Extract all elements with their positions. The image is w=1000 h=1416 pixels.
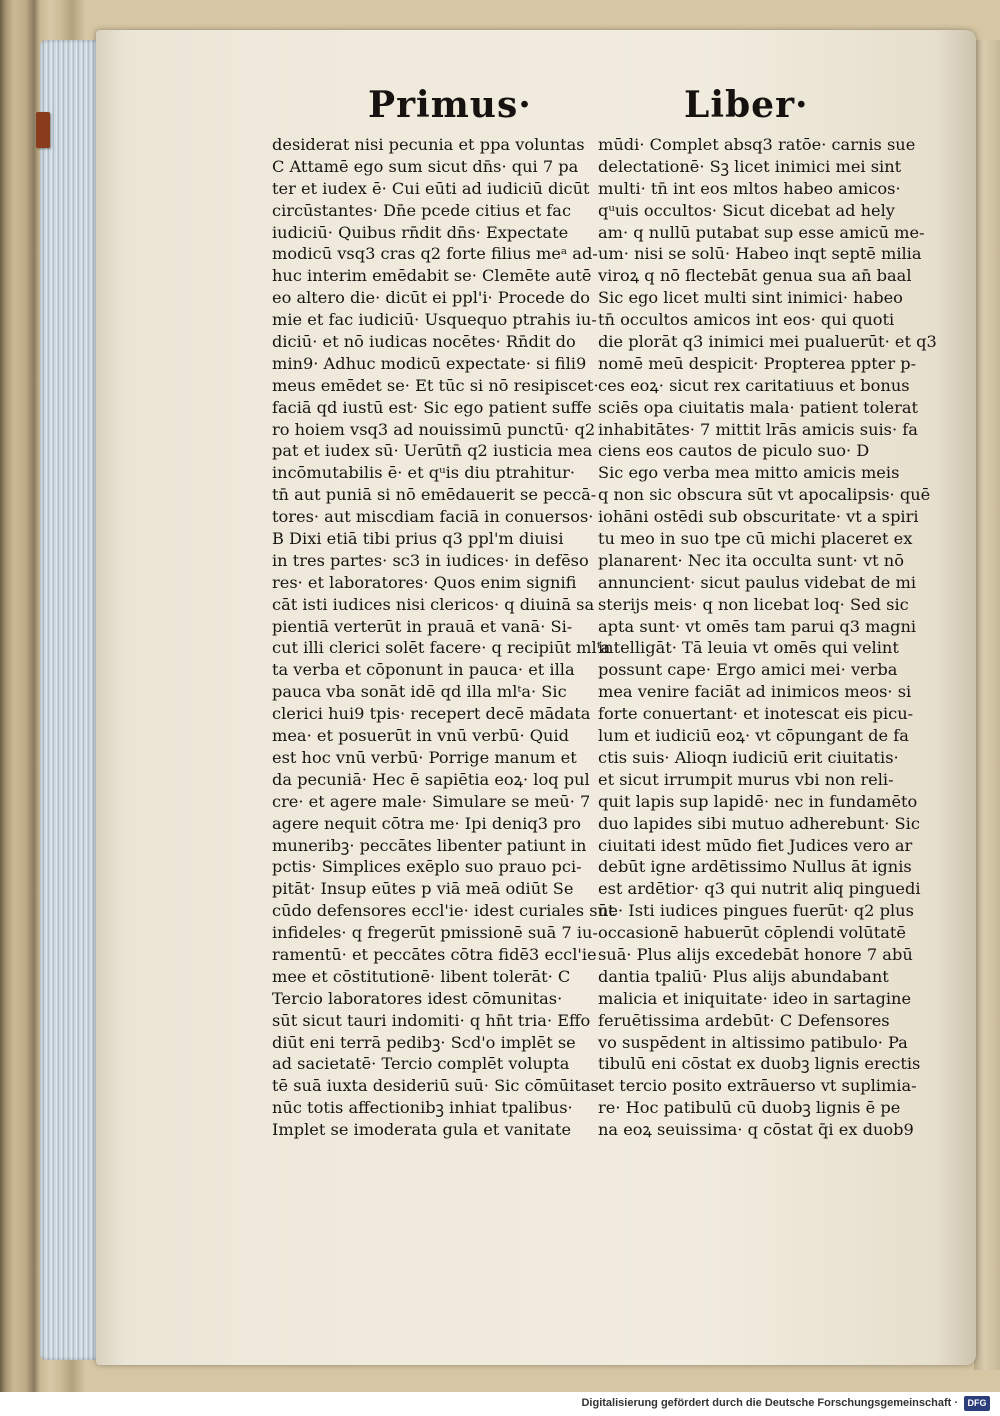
text-line: possunt cape· Ergo amici mei· verba <box>598 660 898 680</box>
text-line: meus emēdet se· Et tūc si nō resipiscet· <box>272 375 599 395</box>
text-line: debūt igne ardētissimo Nullus āt ignis <box>598 857 912 877</box>
text-line: cūdo defensores eccl'ie· idest curiales sūt <box>272 901 615 921</box>
text-line: apta sunt· vt omēs tam parui q3 magni <box>598 616 917 636</box>
text-line: modicū vsq3 cras q2 forte filius meᵃ ad- <box>272 244 598 264</box>
text-line: duo lapides sibi mutuo adherebunt· Sic <box>598 813 920 833</box>
text-line: infideles· q fregerūt pmissionē suā 7 iu- <box>272 923 598 943</box>
text-line: agere nequit cōtra me· Ipi deniq3 pro <box>272 813 582 833</box>
text-line: delectationē· Sꝫ licet inimici mei sint <box>598 156 902 176</box>
text-line: mea venire faciāt ad inimicos meos· si <box>598 682 912 702</box>
text-line: malicia et iniquitate· ideo in sartagine <box>598 988 912 1008</box>
bookmark-tab <box>36 112 50 148</box>
text-line: et tercio posito extrāuerso vt suplimia- <box>598 1076 917 1096</box>
text-line: um· nisi se solū· Habeo inqt septē milia <box>598 244 922 264</box>
text-line: intelligāt· Tā leuia vt omēs qui velint <box>598 638 899 658</box>
text-line: eo altero die· dicūt ei ppl'i· Procede do <box>272 288 591 308</box>
dfg-logo: DFG <box>964 1396 990 1411</box>
text-line: cāt isti iudices nisi clericos· q diuinā sa <box>272 594 595 614</box>
text-line: am· q nullū putabat sup esse amicū me- <box>598 222 925 242</box>
text-line: tores· aut miscdiam faciā in conuersos· <box>272 507 594 527</box>
text-line: est ardētior· q3 qui nutrit aliq pinguedi <box>598 879 921 899</box>
text-line: annuncient· sicut paulus videbat de mi <box>598 572 917 592</box>
text-line: pientiā verterūt in prauā et vanā· Si- <box>272 616 573 636</box>
text-line: mea· et posuerūt in vnū verbū· Quid <box>272 726 570 746</box>
text-line: vo suspēdent in altissimo patibulo· Pa <box>598 1032 908 1052</box>
text-line: pauca vba sonāt idē qd illa mlᵗa· Sic <box>272 682 567 702</box>
running-header-right: Liber· <box>684 84 809 126</box>
text-line: Tercio laboratores idest cōmunitas· <box>272 988 563 1008</box>
text-line: tn̄ occultos amicos int eos· qui quoti <box>598 310 895 330</box>
text-line: nūc totis affectionibꝫ inhiat tpalibus· <box>272 1098 573 1118</box>
text-line: die plorāt q3 inimici mei pualuerūt· et q3 <box>598 332 937 352</box>
text-line: faciā qd iustū est· Sic ego patient suffe <box>272 397 592 417</box>
text-line: ciuitati idest mūdo fiet Judices vero ar <box>598 835 913 855</box>
text-line: viroꝝ q nō flectebāt genua sua an̄ baal <box>598 266 912 286</box>
text-line: feruētissima ardebūt· C Defensores <box>598 1010 890 1030</box>
text-line: ciens eos cautos de piculo suo· D <box>598 441 870 461</box>
text-line: pitāt· Insup eūtes p viā meā odiūt Se <box>272 879 574 899</box>
text-line: iudiciū· Quibus rn̄dit dn̄s· Expectate <box>272 222 569 242</box>
text-line: tu meo in suo tpe cū michi placeret ex <box>598 529 913 549</box>
text-line: suā· Plus alijs excedebāt honore 7 abū <box>598 944 913 964</box>
text-column-left <box>272 134 615 1141</box>
text-line: cut illi clerici solēt facere· q recipiūt mlᵗa <box>272 638 611 658</box>
text-line: sciēs opa ciuitatis mala· patient tolerat <box>598 397 918 417</box>
text-line: circūstantes· Dn̄e pcede citius et fac <box>272 200 572 220</box>
text-line: planarent· Nec ita occulta sunt· vt nō <box>598 550 904 570</box>
text-line: iohāni ostēdi sub obscuritate· vt a spiri <box>598 507 919 527</box>
text-line: Sic ego verba mea mitto amicis meis <box>598 463 900 483</box>
text-line: in tres partes· sc3 in iudices· in defēso <box>272 550 589 570</box>
text-line: dantia tpaliū· Plus alijs abundabant <box>598 966 889 986</box>
funding-notice: Digitalisierung gefördert durch die Deutsche Forschungsgemeinschaft · <box>581 1397 958 1409</box>
text-line: cre· et agere male· Simulare se meū· 7 <box>272 791 591 811</box>
text-line: mee et cōstitutionē· libent tolerāt· C <box>272 966 571 986</box>
text-line: ter et iudex ē· Cui eūti ad iudiciū dicūt <box>272 178 590 198</box>
text-line: huc interim emēdabit se· Clemēte autē <box>272 266 592 286</box>
text-line: inhabitātes· 7 mittit lrās amicis suis· fa <box>598 419 918 439</box>
running-header-left: Primus· <box>368 84 532 126</box>
text-line: pat et iudex sū· Uerūtn̄ q2 iusticia mea <box>272 441 593 461</box>
text-line: quit lapis sup lapidē· nec in fundamēto <box>598 791 918 811</box>
text-line: desiderat nisi pecunia et ppa voluntas <box>272 135 585 154</box>
text-line: ctis suis· Alioqn iudiciū erit ciuitatis· <box>598 747 899 767</box>
text-line: na eoꝝ seuissima· q cōstat q̄i ex duob9 <box>598 1120 914 1140</box>
text-line: ro hoiem vsq3 ad nouissimū punctū· q2 <box>272 419 596 439</box>
text-line: ne· Isti iudices pingues fuerūt· q2 plus <box>598 901 914 921</box>
text-line: tn̄ aut puniā si nō emēdauerit se peccā- <box>272 485 597 505</box>
text-line: mūdi· Complet absq3 ratōe· carnis sue <box>598 135 916 154</box>
text-line: nomē meū despicit· Propterea ppter p- <box>598 353 917 373</box>
text-line: tē suā iuxta desideriū suū· Sic cōmūitas <box>272 1076 599 1096</box>
text-line: lum et iudiciū eoꝝ· vt cōpungant de fa <box>598 726 909 746</box>
text-line: pctis· Simplices exēplo suo prauo pci- <box>272 857 582 877</box>
text-line: ramentū· et peccātes cōtra fidē3 eccl'ie <box>272 944 597 964</box>
text-line: diciū· et nō iudicas nocētes· Rn̄dit do <box>272 332 576 352</box>
text-line: tibulū eni cōstat ex duobꝫ lignis erectis <box>598 1054 921 1074</box>
text-line: sterijs meis· q non licebat loq· Sed sic <box>598 594 909 614</box>
text-line: occasionē habuerūt cōplendi volūtatē <box>598 923 906 943</box>
text-line: da pecuniā· Hec ē sapiētia eoꝝ· loq pul <box>272 769 590 789</box>
text-line: ta verba et cōponunt in pauca· et illa <box>272 660 575 680</box>
text-line: muneribꝫ· peccātes libenter patiunt in <box>272 835 587 855</box>
text-line: ad sacietatē· Tercio complēt volupta <box>272 1054 570 1074</box>
text-line: sūt sicut tauri indomiti· q hn̄t tria· Effo <box>272 1010 591 1030</box>
facing-page-edge <box>974 40 1000 1370</box>
text-line: est hoc vnū verbū· Porrige manum et <box>272 747 577 767</box>
text-line: mie et fac iudiciū· Usquequo ptrahis iu- <box>272 310 597 330</box>
text-line: multi· tn̄ int eos mltos habeo amicos· <box>598 178 901 198</box>
text-line: q non sic obscura sūt vt apocalipsis· quē <box>598 485 931 505</box>
text-column-right <box>598 134 937 1141</box>
text-line: ces eoꝝ· sicut rex caritatiuus et bonus <box>598 375 910 395</box>
text-line: qᵘuis occultos· Sicut dicebat ad hely <box>598 200 895 220</box>
text-line: clerici hui9 tpis· recepert decē mādata <box>272 704 591 724</box>
text-line: C Attamē ego sum sicut dn̄s· qui 7 pa <box>272 156 579 176</box>
text-line: Implet se imoderata gula et vanitate <box>272 1120 572 1140</box>
text-line: et sicut irrumpit murus vbi non reli- <box>598 769 894 789</box>
text-line: incōmutabilis ē· et qᵘis diu ptrahitur· <box>272 463 576 483</box>
text-line: Sic ego licet multi sint inimici· habeo <box>598 288 903 308</box>
text-line: B Dixi etiā tibi prius q3 ppl'm diuisi <box>272 529 564 549</box>
text-line: diūt eni terrā pedibꝫ· Scd'o implēt se <box>272 1032 576 1052</box>
text-line: res· et laboratores· Quos enim signifi <box>272 572 577 592</box>
text-line: min9· Adhuc modicū expectate· si fili9 <box>272 353 587 373</box>
text-line: re· Hoc patibulū cū duobꝫ lignis ē pe <box>598 1098 901 1118</box>
text-line: forte conuertant· et inotescat eis picu- <box>598 704 914 724</box>
